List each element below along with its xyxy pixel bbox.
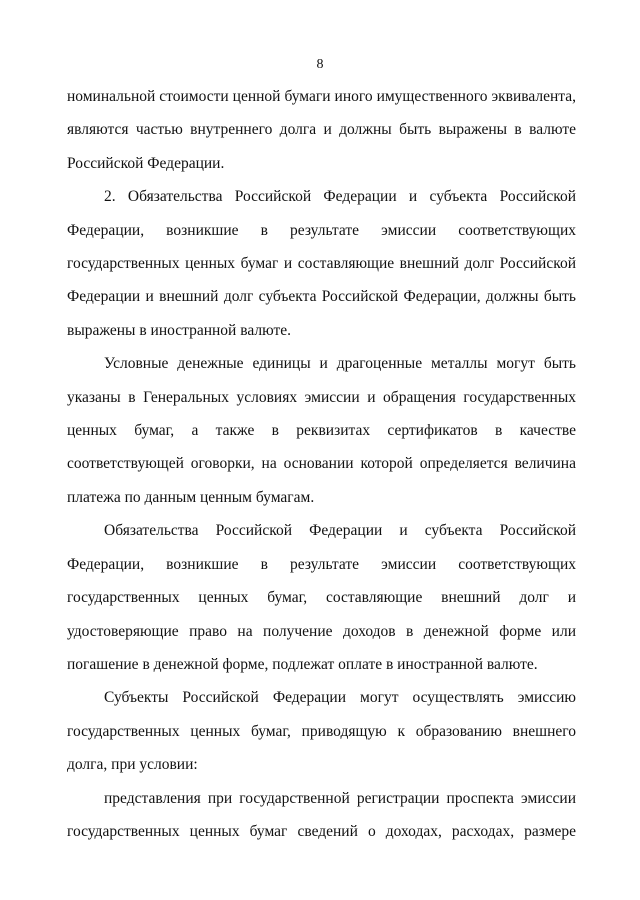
paragraph-obligations-foreign-currency: 2. Обязательства Российской Федерации и субъекта Российской Федерации, возникшие в результате эмиссии соответствующих государственных ценных бумаг и составляющие внешний долг Российской Федерации и внешний долг субъекта Российской Федерации, должны быть выражены в иностранной валюте.	[67, 188, 576, 339]
paragraph-subjects-emission: Субъекты Российской Федерации могут осуществлять эмиссию государственных ценных бумаг, приводящую к образованию внешнего долга, при условии:	[67, 689, 576, 774]
paragraph-registration-conditions: представления при государственной регистрации проспекта эмиссии государственных ценных бумаг сведений о доходах, расходах, размере	[67, 789, 576, 840]
paragraph-conventional-units: Условные денежные единицы и драгоценные металлы могут быть указаны в Генеральных условиях эмиссии и обращения государственных ценных бумаг, а также в реквизитах сертификатов в качестве соответствующей оговорки, на основании которой определяется величина платежа по данным ценным бумагам.	[67, 355, 576, 506]
page-number: 8	[316, 57, 324, 72]
body-text	[67, 80, 576, 848]
paragraph-continuation: номинальной стоимости ценной бумаги иного имущественного эквивалента, являются частью внутреннего долга и должны быть выражены в валюте Российской Федерации.	[67, 88, 576, 172]
paragraph-obligations-payment: Обязательства Российской Федерации и субъекта Российской Федерации, возникшие в результате эмиссии соответствующих государственных ценных бумаг, составляющие внешний долг и удостоверяющие право на получение доходов в денежной форме или погашение в денежной форме, подлежат оплате в иностранной валюте.	[67, 522, 576, 673]
